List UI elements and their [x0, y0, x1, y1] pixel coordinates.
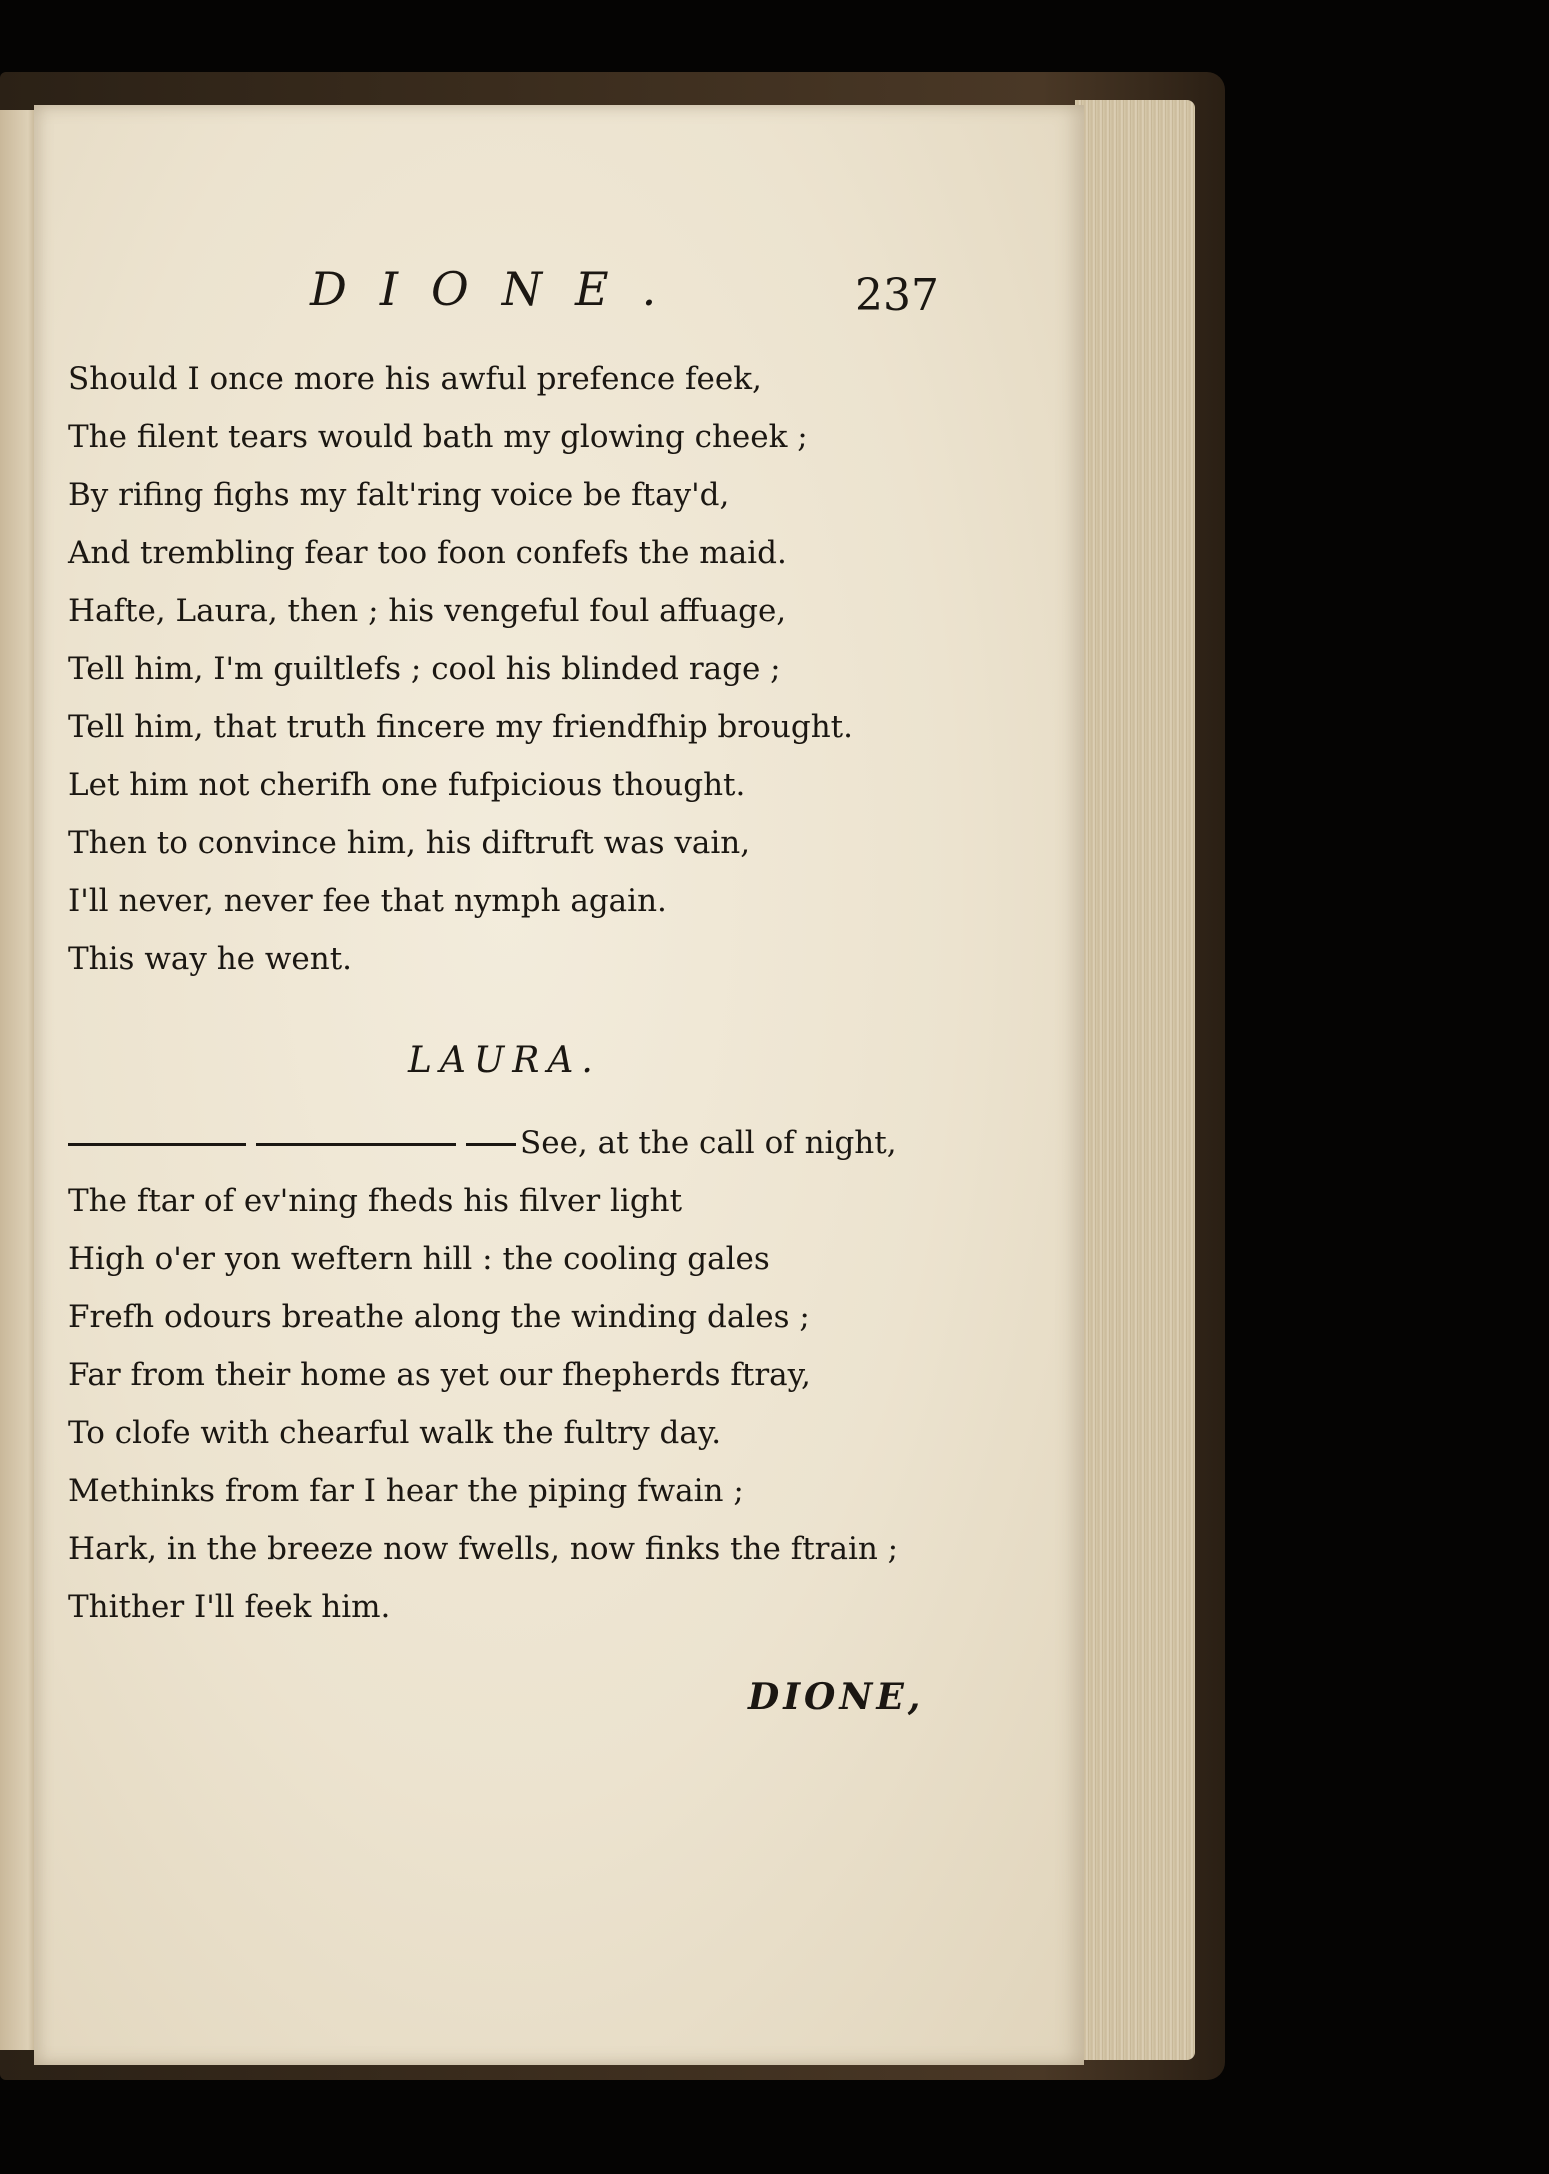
verse-line: This way he went.	[68, 941, 353, 977]
verse-line-with-dash	[68, 1114, 898, 1172]
verse-line: And trembling fear too foon confefs the maid.	[68, 535, 787, 571]
dash-rule	[256, 1143, 456, 1146]
verse-line: Thither I'll feek him.	[68, 1589, 391, 1625]
verse-line: The ftar of ev'ning fheds his filver light	[68, 1183, 683, 1219]
verse-block-dione	[68, 350, 853, 988]
verse-line: Hark, in the breeze now fwells, now finks the ftrain ;	[68, 1531, 899, 1567]
verse-line: Hafte, Laura, then ; his vengeful foul affuage,	[68, 593, 787, 629]
speaker-name: LAURA.	[408, 1040, 601, 1081]
verse-line: Should I once more his awful prefence feek,	[68, 361, 762, 397]
verse-block-laura	[68, 1114, 898, 1636]
verse-line: To clofe with chearful walk the fultry day.	[68, 1415, 722, 1451]
dash-rule	[68, 1143, 246, 1146]
verse-line: The filent tears would bath my glowing cheek ;	[68, 419, 808, 455]
verse-line: Then to convince him, his diftruft was vain,	[68, 825, 751, 861]
running-head: DIONE.	[310, 262, 690, 316]
verse-line: Far from their home as yet our fhepherds ftray,	[68, 1357, 811, 1393]
verse-line: By rifing fighs my falt'ring voice be ftay'd,	[68, 477, 730, 513]
dash-rule	[466, 1143, 516, 1146]
verse-line: I'll never, never fee that nymph again.	[68, 883, 667, 919]
page-number: 237	[855, 270, 939, 321]
verse-line: Let him not cherifh one fufpicious thought.	[68, 767, 746, 803]
verse-line: See, at the call of night,	[520, 1125, 897, 1161]
verse-line: Tell him, I'm guiltlefs ; cool his blinded rage ;	[68, 651, 781, 687]
verse-line: High o'er yon weftern hill : the cooling gales	[68, 1241, 770, 1277]
verse-line: Frefh odours breathe along the winding dales ;	[68, 1299, 810, 1335]
verse-line: Tell him, that truth fincere my friendfhip brought.	[68, 709, 853, 745]
catchword: DIONE,	[748, 1676, 925, 1718]
verse-line: Methinks from far I hear the piping fwain ;	[68, 1473, 744, 1509]
